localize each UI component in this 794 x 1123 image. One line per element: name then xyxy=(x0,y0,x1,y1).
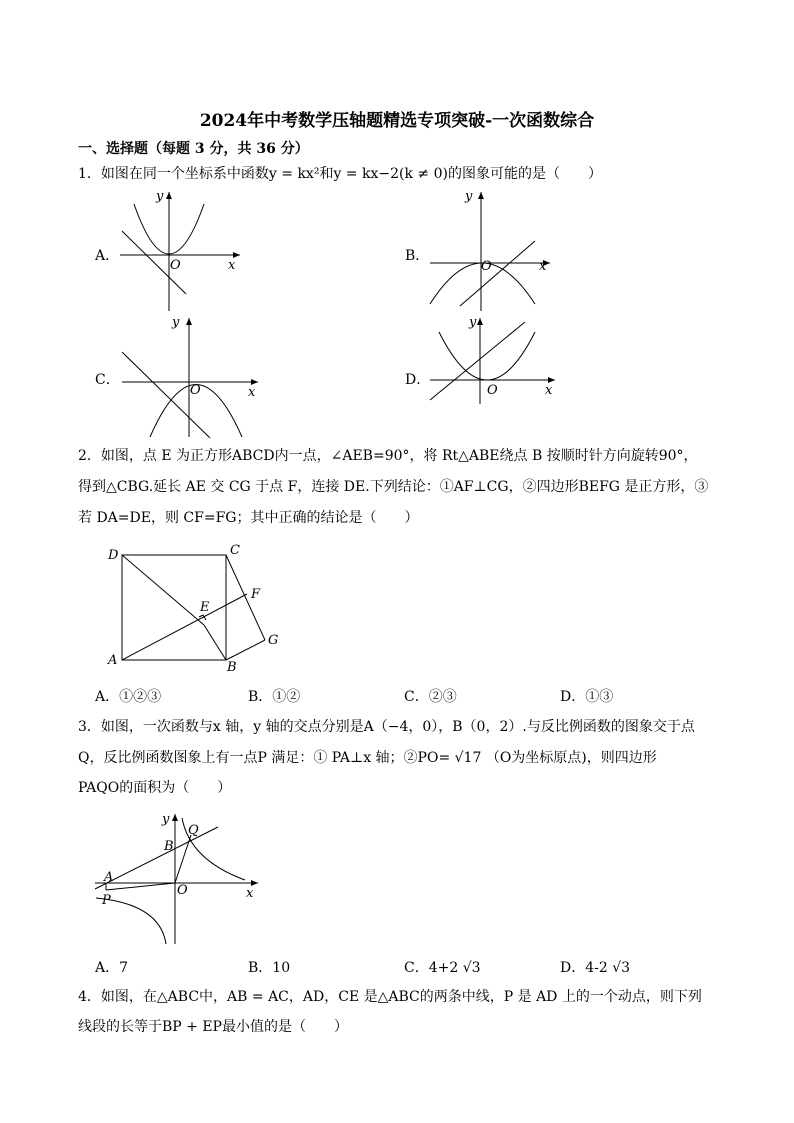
q2-option-c[interactable]: C．②③ xyxy=(404,689,457,705)
page-title: 2024年中考数学压轴题精选专项突破-一次函数综合 xyxy=(199,111,595,131)
q3-line-2: Q，反比例函数图象上有一点P 满足：① PA⊥x 轴；②PO= √17 （O为坐标原点)，则四边形 xyxy=(78,750,657,766)
q1-option-b[interactable]: B． xyxy=(405,248,430,264)
q3-option-d[interactable]: D．4-2 √3 xyxy=(560,960,631,976)
q3-line-1: 3．如图，一次函数与x 轴，y 轴的交点分别是A（−4，0），B（0，2）.与反比例函数的图象交于点 xyxy=(78,719,695,735)
q1d-origin-label: O xyxy=(487,383,498,398)
q1-graph-d xyxy=(425,312,560,406)
q4-line-2: 线段的长等于BP + EP最小值的是（ ） xyxy=(78,1019,348,1035)
q3-option-c[interactable]: C．4+2 √3 xyxy=(404,960,481,976)
q1d-y-label: y xyxy=(469,315,477,330)
q1a-x-label: x xyxy=(228,258,236,273)
q1a-origin-label: O xyxy=(170,258,181,273)
q3-function-figure xyxy=(90,808,265,948)
q1c-x-label: x xyxy=(248,385,256,400)
section-heading: 一、选择题（每题 3 分，共 36 分） xyxy=(78,141,309,157)
q3-label-q: Q xyxy=(188,823,199,838)
q3-line-3: PAQO的面积为（ ） xyxy=(78,780,232,796)
q3-origin-label: O xyxy=(177,883,188,898)
q3-option-b[interactable]: B．10 xyxy=(248,960,291,976)
q1-option-a[interactable]: A． xyxy=(95,248,120,264)
q1b-y-label: y xyxy=(465,189,473,204)
q2-option-b[interactable]: B．①② xyxy=(248,689,301,705)
q1b-x-label: x xyxy=(539,259,547,274)
q1b-origin-label: O xyxy=(481,259,492,274)
q2-label-f: F xyxy=(251,587,261,602)
q2-line-1: 2．如图，点 E 为正方形ABCD内一点，∠AEB=90°，将 Rt△ABE绕点 B 按顺时针方向旋转90°， xyxy=(78,448,698,464)
q1a-y-label: y xyxy=(156,189,164,204)
q2-option-a[interactable]: A．①②③ xyxy=(95,689,162,705)
q2-label-a: A xyxy=(108,653,118,668)
q2-label-e: E xyxy=(200,600,210,615)
q2-square-figure xyxy=(100,540,290,675)
q1-stem: 1．如图在同一个坐标系中函数y = kx²和y = kx−2(k ≠ 0)的图象可能的是（ ） xyxy=(78,166,602,182)
q3-label-p: P xyxy=(102,893,111,908)
q2-option-d[interactable]: D．①③ xyxy=(560,689,614,705)
q3-y-label: y xyxy=(162,812,170,827)
q1-graph-a xyxy=(112,186,247,316)
q2-line-2: 得到△CBG.延长 AE 交 CG 于点 F，连接 DE.下列结论：①AF⊥CG，②四边形BEFG 是正方形，③ xyxy=(78,479,709,495)
q1c-y-label: y xyxy=(172,315,180,330)
q1-option-c[interactable]: C． xyxy=(95,372,120,388)
q2-line-3: 若 DA=DE，则 CF=FG；其中正确的结论是（ ） xyxy=(78,510,419,526)
q3-x-label: x xyxy=(246,886,254,901)
q1-option-d[interactable]: D． xyxy=(405,372,431,388)
q1d-x-label: x xyxy=(545,383,553,398)
q2-label-b: B xyxy=(227,660,237,675)
q1-graph-b xyxy=(425,186,555,316)
q3-label-a: A xyxy=(104,870,114,885)
q2-label-d: D xyxy=(108,548,119,563)
q4-line-1: 4．如图，在△ABC中，AB = AC，AD，CE 是△ABC的两条中线，P 是 AD 上的一个动点，则下列 xyxy=(78,989,702,1005)
q3-label-b: B xyxy=(164,839,174,854)
q2-label-c: C xyxy=(230,543,240,558)
q1c-origin-label: O xyxy=(190,383,201,398)
q2-label-g: G xyxy=(268,633,279,648)
q1-graph-c xyxy=(112,312,262,440)
q3-option-a[interactable]: A．7 xyxy=(95,960,129,976)
